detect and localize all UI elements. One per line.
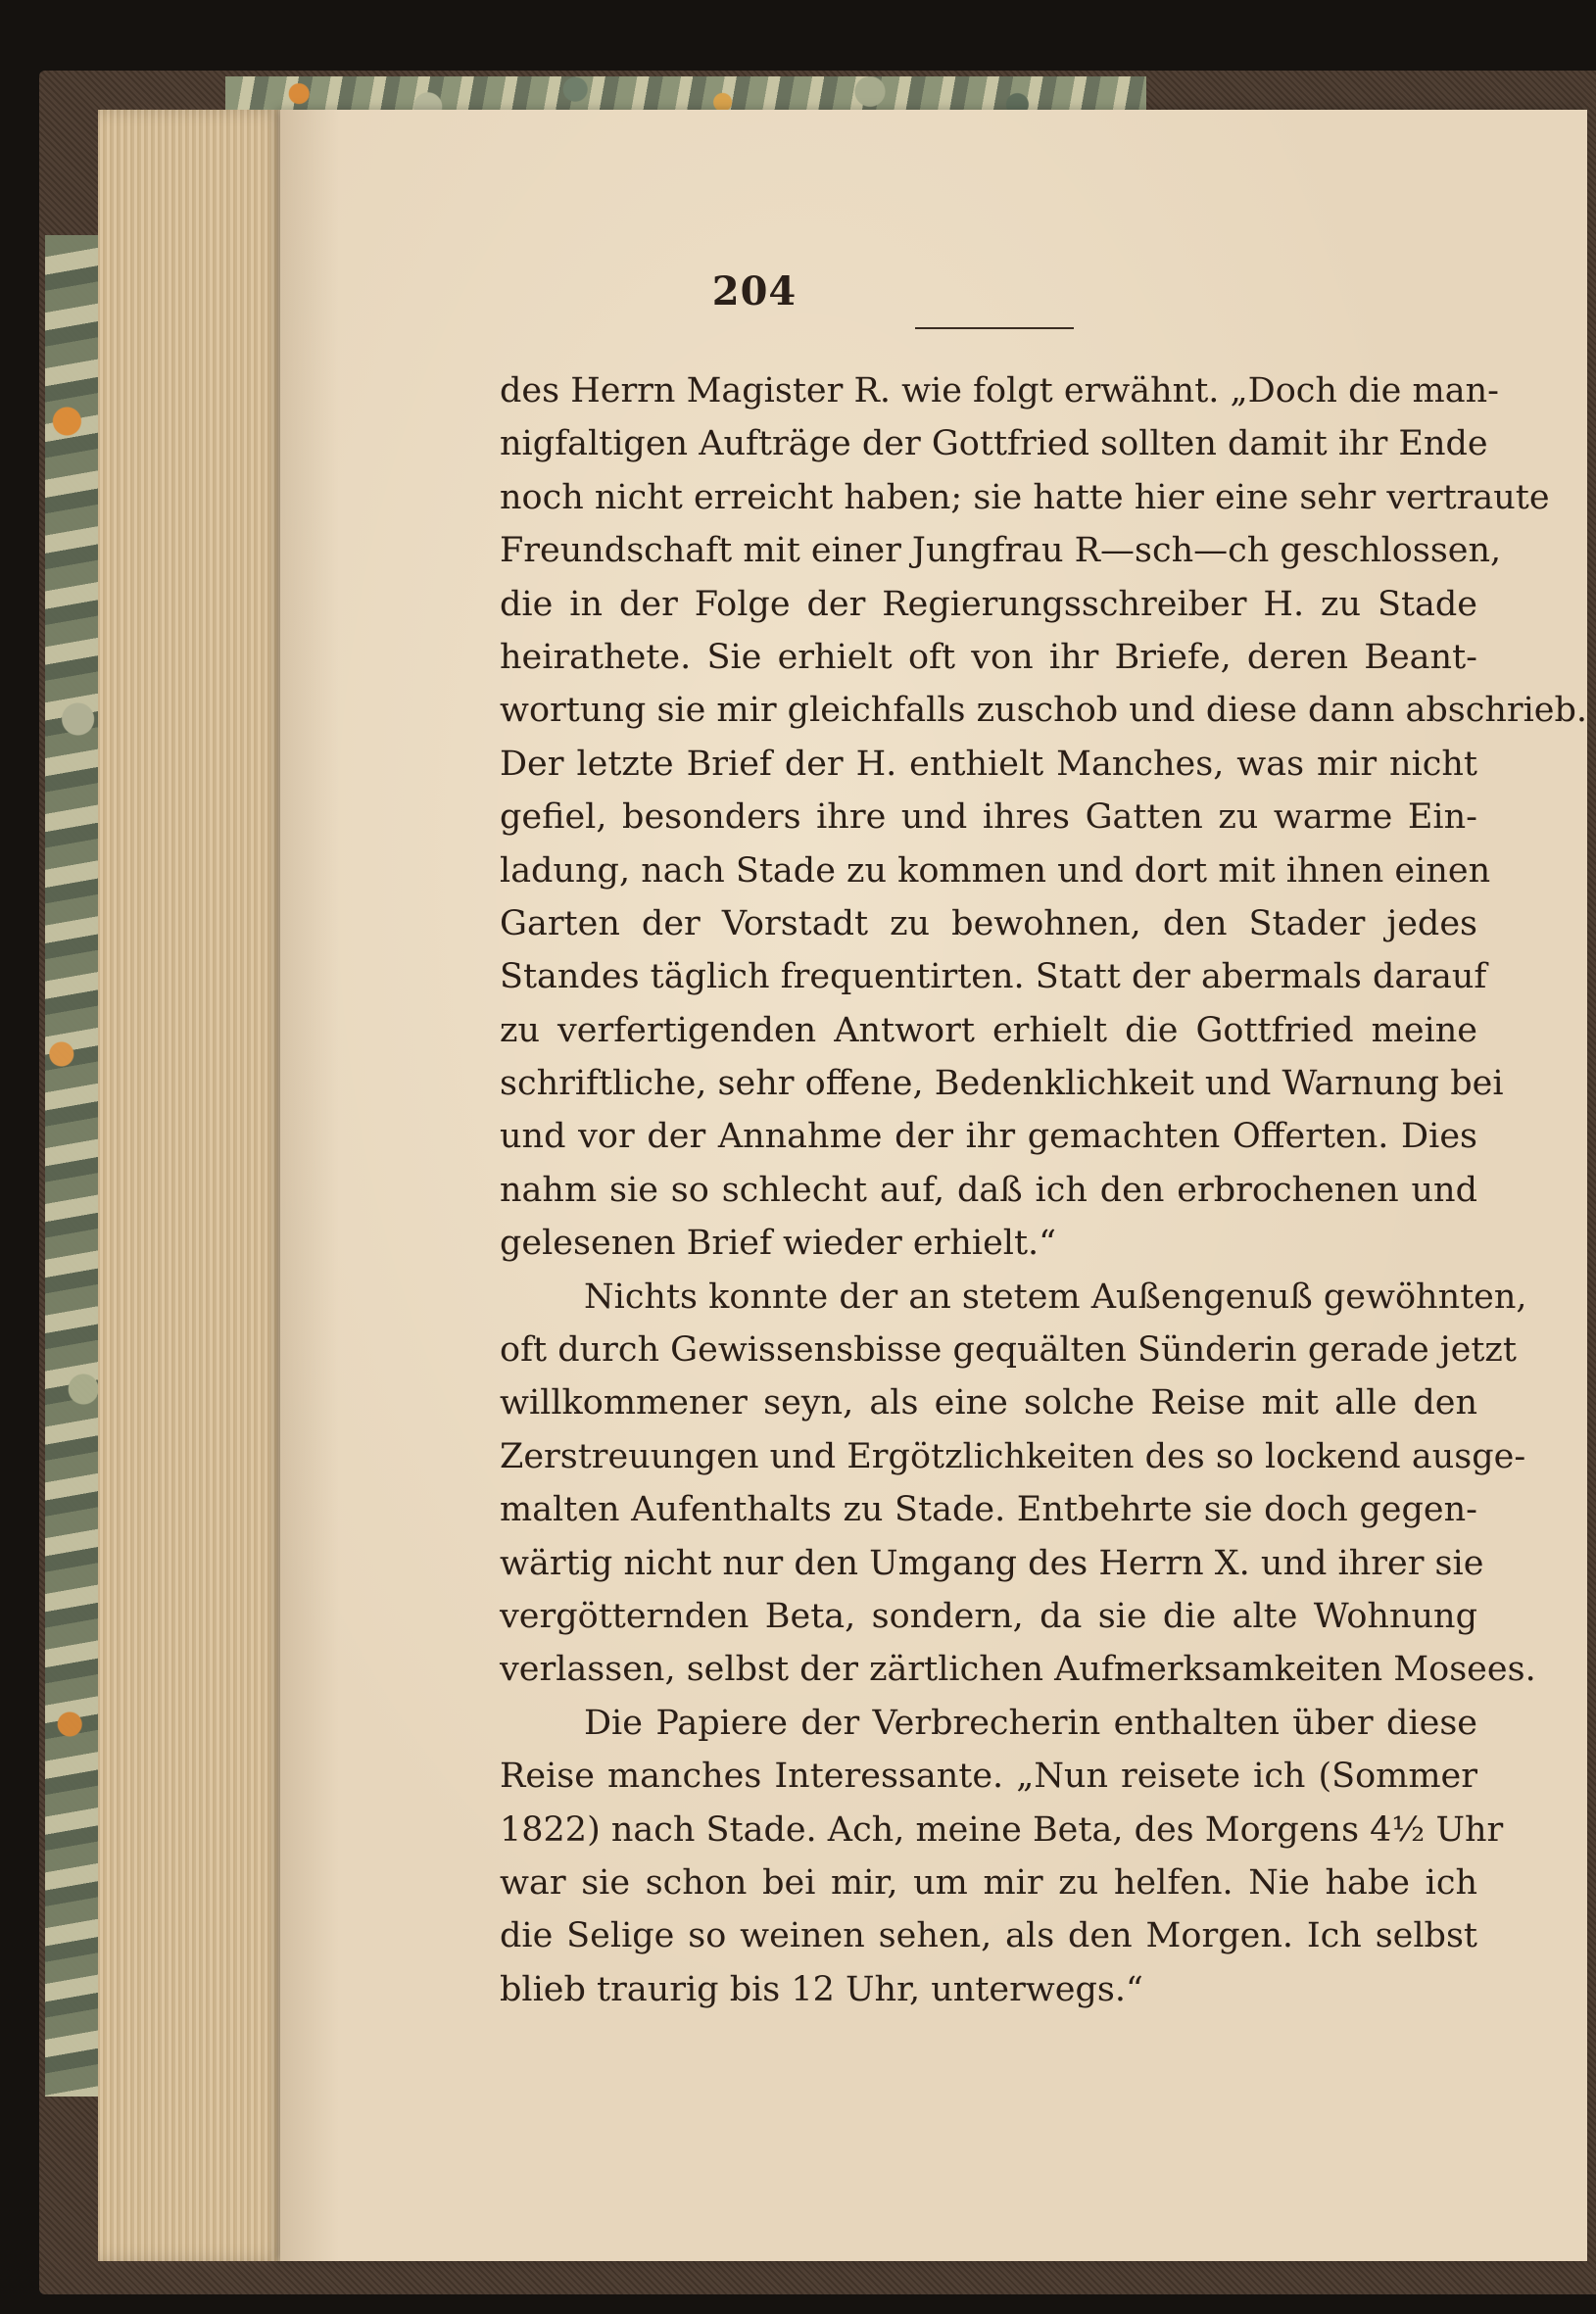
- text-line: vergötternden Beta, sondern, da sie die alte Wohnung: [500, 1596, 1477, 1636]
- text-line: malten Aufenthalts zu Stade. Entbehrte sie doch gegen-: [500, 1490, 1477, 1530]
- text-line: nigfaltigen Aufträge der Gottfried sollten damit ihr Ende: [500, 424, 1488, 464]
- text-line: willkommener seyn, als eine solche Reise mit alle den: [500, 1383, 1477, 1423]
- text-line: oft durch Gewissensbisse gequälten Sünderin gerade jetzt: [500, 1330, 1517, 1371]
- text-line: schriftliche, sehr offene, Bedenklichkeit und Warnung bei: [500, 1064, 1504, 1104]
- text-line: Garten der Vorstadt zu bewohnen, den Stader jedes: [500, 903, 1477, 943]
- text-line: und vor der Annahme der ihr gemachten Offerten. Dies: [500, 1117, 1477, 1157]
- text-line: verlassen, selbst der zärtlichen Aufmerksamkeiten Mosees.: [500, 1650, 1536, 1690]
- text-line: zu verfertigenden Antwort erhielt die Gottfried meine: [500, 1010, 1477, 1050]
- text-line: Die Papiere der Verbrecherin enthalten über diese: [584, 1703, 1477, 1743]
- text-line: wärtig nicht nur den Umgang des Herrn X. und ihrer sie: [500, 1543, 1484, 1583]
- page-number: 204: [711, 268, 798, 314]
- text-line: Der letzte Brief der H. enthielt Manches, was mir nicht: [500, 744, 1477, 784]
- text-line: war sie schon bei mir, um mir zu helfen. Nie habe ich: [500, 1862, 1477, 1903]
- page-text: [500, 364, 1588, 2016]
- text-line: noch nicht erreicht haben; sie hatte hier eine sehr vertraute: [500, 477, 1550, 517]
- page-edges: [98, 110, 290, 2261]
- text-line: 1822) nach Stade. Ach, meine Beta, des Morgens 4½ Uhr: [500, 1809, 1504, 1850]
- page-number-rule: [915, 327, 1074, 329]
- text-line: des Herrn Magister R. wie folgt erwähnt. „Doch die man-: [500, 371, 1499, 410]
- text-line: wortung sie mir gleichfalls zuschob und diese dann abschrieb.: [500, 691, 1588, 731]
- text-line: nahm sie so schlecht auf, daß ich den erbrochenen und: [500, 1170, 1477, 1210]
- text-line: gefiel, besonders ihre und ihres Gatten zu warme Ein-: [500, 797, 1477, 838]
- text-line: Freundschaft mit einer Jungfrau R—sch—ch geschlossen,: [500, 531, 1502, 571]
- text-line: heirathete. Sie erhielt oft von ihr Briefe, deren Beant-: [500, 637, 1477, 677]
- text-line: Standes täglich frequentirten. Statt der abermals darauf: [500, 957, 1487, 997]
- text-line: die in der Folge der Regierungsschreiber H. zu Stade: [500, 584, 1477, 624]
- text-line: Reise manches Interessante. „Nun reisete ich (Sommer: [500, 1757, 1477, 1797]
- text-line: Zerstreuungen und Ergötzlichkeiten des so lockend ausge-: [500, 1436, 1526, 1476]
- text-line: ladung, nach Stade zu kommen und dort mit ihnen einen: [500, 850, 1491, 891]
- text-line: gelesenen Brief wieder erhielt.“: [500, 1224, 1057, 1264]
- text-line: Nichts konnte der an stetem Außengenuß gewöhnten,: [584, 1277, 1527, 1317]
- text-line: blieb traurig bis 12 Uhr, unterwegs.“: [500, 1969, 1143, 2009]
- marbled-endpaper-left: [45, 235, 100, 2097]
- text-line: die Selige so weinen sehen, als den Morgen. Ich selbst: [500, 1916, 1477, 1956]
